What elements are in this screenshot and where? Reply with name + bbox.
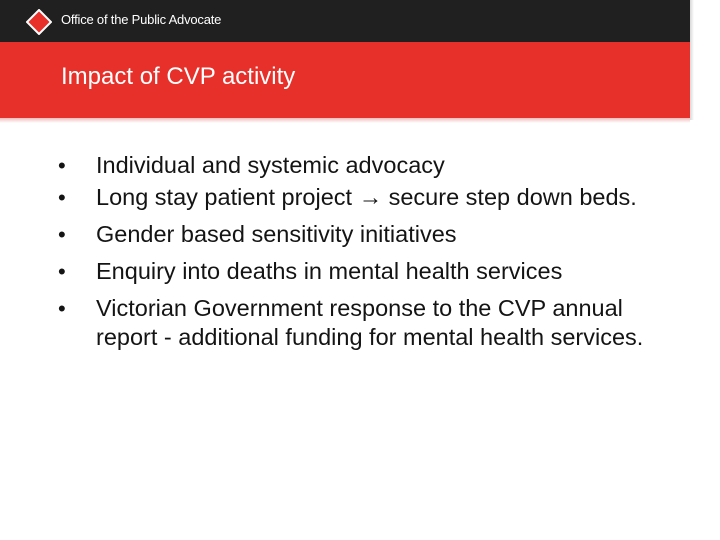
- header-edge-shadow: [690, 0, 694, 120]
- bullet-text: Long stay patient project → secure step down beds.: [96, 184, 637, 210]
- bullet-list: [58, 151, 678, 360]
- bullet-text: Enquiry into deaths in mental health services: [96, 258, 563, 284]
- bullet-dot: •: [58, 185, 66, 210]
- bullet-item: [58, 257, 678, 286]
- bullet-dot: •: [58, 296, 66, 321]
- bullet-dot: •: [58, 222, 66, 247]
- bullet-item: [58, 151, 678, 180]
- title-banner: [0, 42, 690, 118]
- bullet-item: [58, 183, 678, 212]
- bullet-item: [58, 220, 678, 249]
- bullet-text: Gender based sensitivity initiatives: [96, 221, 457, 247]
- slide-title: Impact of CVP activity: [61, 63, 296, 90]
- banner-shadow: [0, 118, 690, 123]
- header-bar: [0, 0, 690, 42]
- bullet-text: Individual and systemic advocacy: [96, 152, 445, 178]
- org-name: Office of the Public Advocate: [61, 12, 222, 27]
- bullet-item: [58, 294, 678, 352]
- bullet-dot: •: [58, 259, 66, 284]
- bullet-text: Victorian Government response to the CVP annual report - additional funding for mental health services.: [96, 295, 644, 350]
- bullet-dot: •: [58, 153, 66, 178]
- red-diamond-logo-icon: [26, 9, 52, 35]
